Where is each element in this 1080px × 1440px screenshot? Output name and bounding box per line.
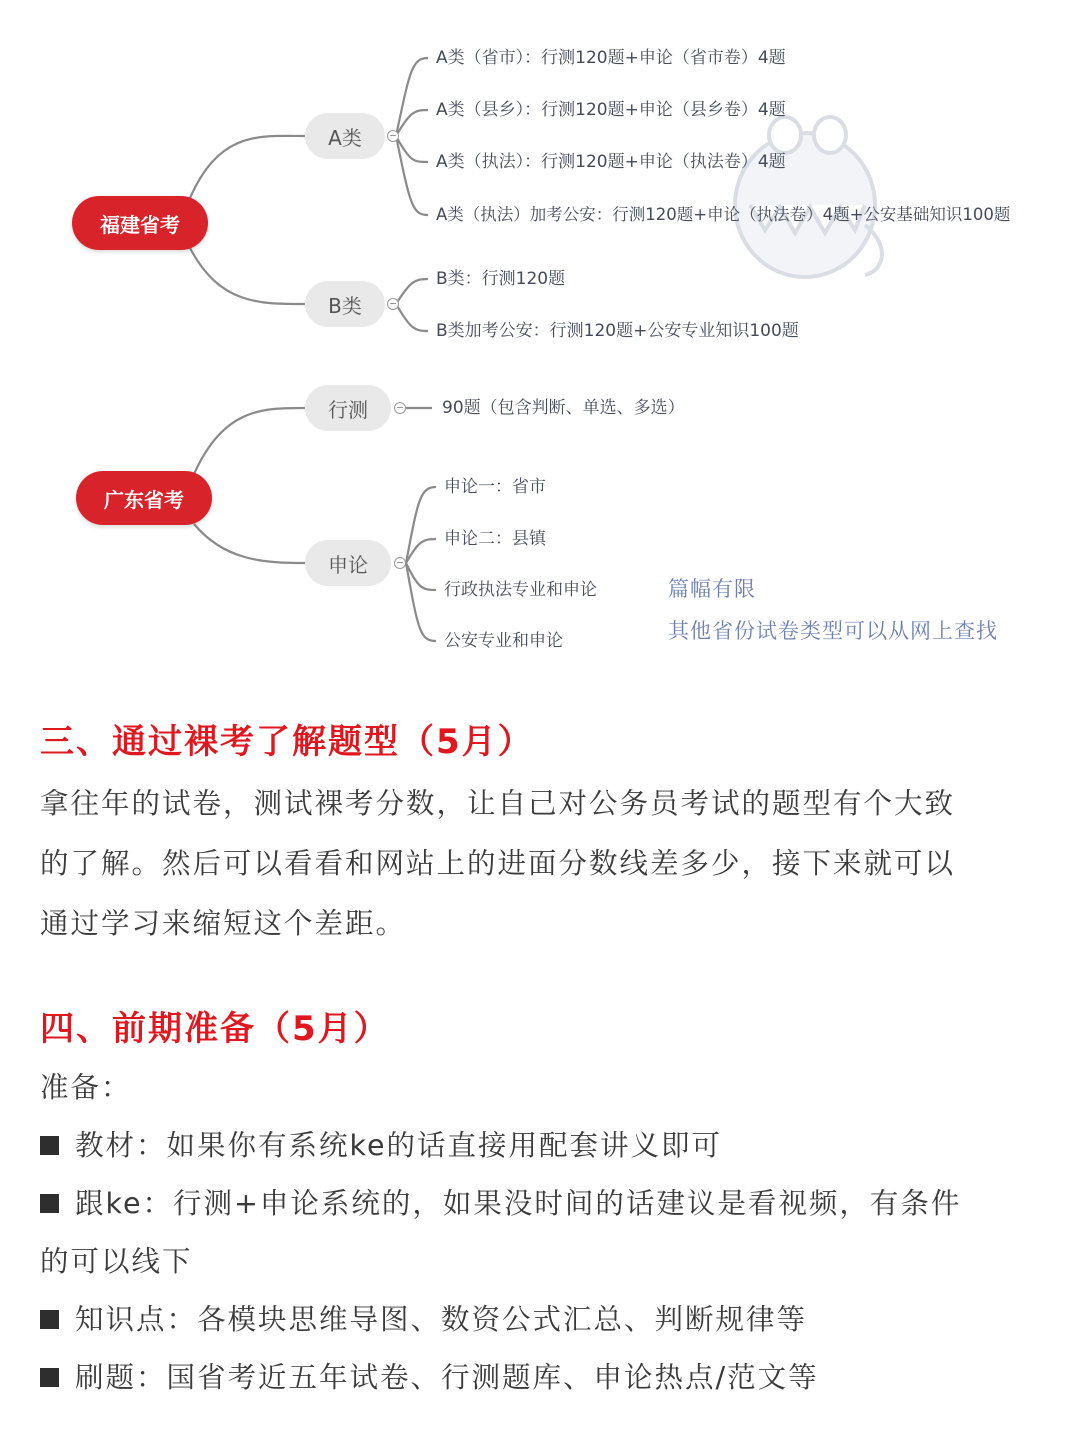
- leaf-a-class-enforcement-police[interactable]: A类（执法）加考公安：行测120题+申论（执法卷）4题+公安基础知识100题: [436, 205, 1011, 224]
- section-3-body-line: 拿往年的试卷，测试裸考分数，让自己对公务员考试的题型有个大致: [40, 787, 956, 820]
- list-item-text: 跟ke：行测+申论系统的，如果没时间的话建议是看视频，有条件: [75, 1187, 962, 1220]
- section-3-body-line: 通过学习来缩短这个差距。: [40, 907, 407, 940]
- square-bullet-icon: [40, 1368, 59, 1387]
- collapse-toggle-icon[interactable]: [387, 298, 399, 310]
- section-3-body-line: 的了解。然后可以看看和网站上的进面分数线差多少，接下来就可以: [40, 847, 956, 880]
- square-bullet-icon: [40, 1310, 59, 1329]
- root-node-guangdong[interactable]: 广东省考: [76, 471, 212, 525]
- note-limited-space: 篇幅有限: [668, 577, 756, 601]
- leaf-b-class[interactable]: B类：行测120题: [436, 269, 566, 289]
- square-bullet-icon: [40, 1194, 59, 1213]
- branch-node-a-class[interactable]: A类: [305, 113, 385, 159]
- collapse-toggle-icon[interactable]: [394, 557, 406, 569]
- section-3-heading: 三、通过裸考了解题型（5月）: [40, 722, 534, 762]
- list-item: [40, 1175, 1040, 1233]
- branch-node-b-class[interactable]: B类: [305, 281, 385, 327]
- branch-node-xingce[interactable]: 行测: [305, 385, 391, 431]
- collapse-toggle-icon[interactable]: [394, 402, 406, 414]
- list-item-text: 刷题：国省考近五年试卷、行测题库、申论热点/范文等: [75, 1361, 819, 1394]
- list-item: [40, 1291, 1040, 1349]
- leaf-b-class-police[interactable]: B类加考公安：行测120题+公安专业知识100题: [436, 321, 799, 341]
- leaf-a-class-county[interactable]: A类（县乡）：行测120题+申论（县乡卷）4题: [436, 100, 786, 120]
- note-search-online: 其他省份试卷类型可以从网上查找: [668, 619, 998, 643]
- collapse-toggle-icon[interactable]: [387, 130, 399, 142]
- list-item-text: 知识点：各模块思维导图、数资公式汇总、判断规律等: [75, 1303, 808, 1336]
- branch-node-shenlun[interactable]: 申论: [305, 540, 391, 586]
- list-item-text: 教材：如果你有系统ke的话直接用配套讲义即可: [75, 1129, 723, 1162]
- prep-intro: 准备：: [40, 1071, 132, 1104]
- section-3-body: [40, 774, 1040, 954]
- leaf-shenlun-1[interactable]: 申论一：省市: [444, 477, 546, 497]
- leaf-a-class-enforcement[interactable]: A类（执法）：行测120题+申论（执法卷）4题: [436, 152, 786, 172]
- leaf-xingce-90[interactable]: 90题（包含判断、单选、多选）: [442, 398, 685, 418]
- mascot-illustration: [725, 95, 895, 285]
- leaf-shenlun-enforcement[interactable]: 行政执法专业和申论: [444, 580, 597, 600]
- list-item-continuation: 的可以线下: [40, 1245, 193, 1278]
- list-item: [40, 1117, 1040, 1175]
- leaf-a-class-provincial[interactable]: A类（省市）：行测120题+申论（省市卷）4题: [436, 48, 786, 68]
- leaf-shenlun-2[interactable]: 申论二：县镇: [444, 529, 546, 549]
- square-bullet-icon: [40, 1136, 59, 1155]
- section-4-heading: 四、前期准备（5月）: [40, 1009, 390, 1049]
- leaf-shenlun-police[interactable]: 公安专业和申论: [444, 631, 563, 651]
- list-item: [40, 1349, 1040, 1407]
- root-node-fujian[interactable]: 福建省考: [72, 196, 208, 250]
